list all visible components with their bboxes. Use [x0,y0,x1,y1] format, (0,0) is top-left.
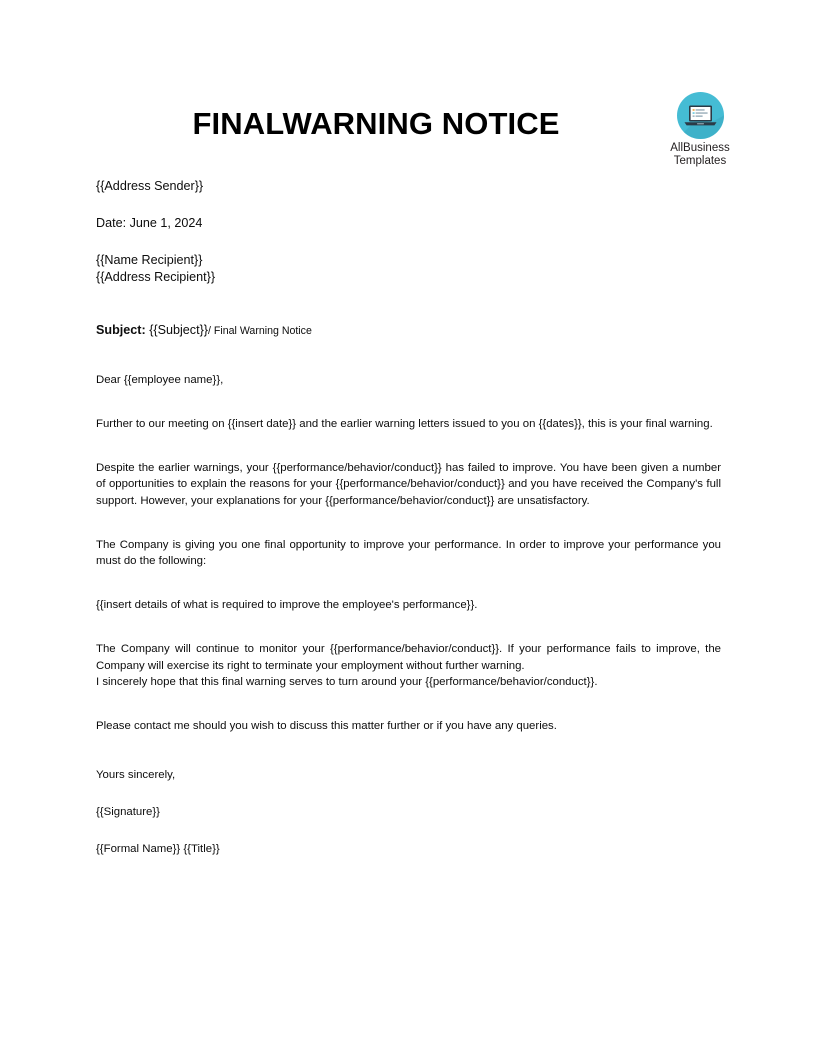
paragraph-7: Please contact me should you wish to discuss this matter further or if you have any queries. [96,720,557,733]
letter-date: Date: June 1, 2024 [96,216,203,230]
paragraph-5: The Company will continue to monitor your {{performance/behavior/conduct}}. If your performance fails to improve, the Company will exercise its right to terminate your employment without further warning. [96,643,721,672]
letter-body [96,178,721,857]
closing-line: Yours sincerely, [96,769,176,782]
brand-logo-text [655,142,745,168]
signature-placeholder: {{Signature}} [96,806,160,819]
paragraph-4: {{insert details of what is required to improve the employee's performance}}. [96,599,478,612]
subject-line [96,322,721,340]
salutation: Dear {{employee name}}, [96,374,224,386]
laptop-icon [677,92,724,139]
paragraph-6: I sincerely hope that this final warning serves to turn around your {{performance/behavior/conduct}}. [96,675,598,688]
sender-address: {{Address Sender}} [96,179,204,193]
recipient-name: {{Name Recipient}} [96,253,203,267]
paragraph-1: Further to our meeting on {{insert date}} and the earlier warning letters issued to you on {{dates}}, this is your final warning. [96,418,713,430]
brand-logo-line-1: AllBusiness [670,142,730,154]
subject-label: Subject: [96,323,146,337]
recipient-address: {{Address Recipient}} [96,270,216,284]
paragraph-3: The Company is giving you one final opportunity to improve your performance. In order to improve your performance you must do the following: [96,538,721,568]
subject-value: {{Subject}} [149,323,209,337]
formal-name-title: {{Formal Name}} {{Title}} [96,843,220,856]
page-title: FINALWARNING NOTICE [192,106,560,141]
subject-suffix: / Final Warning Notice [208,325,312,337]
brand-logo [655,92,745,168]
paragraph-2: Despite the earlier warnings, your {{performance/behavior/conduct}} has failed to improve. You have been given a number of opportunities to explain the reasons for your {{performance/behavior/conduct}} and you have received the Company's full support. However, your explanations for your {{performance/behavior/conduct}} are unsatisfactory. [96,462,721,507]
brand-logo-line-2: Templates [673,154,727,167]
